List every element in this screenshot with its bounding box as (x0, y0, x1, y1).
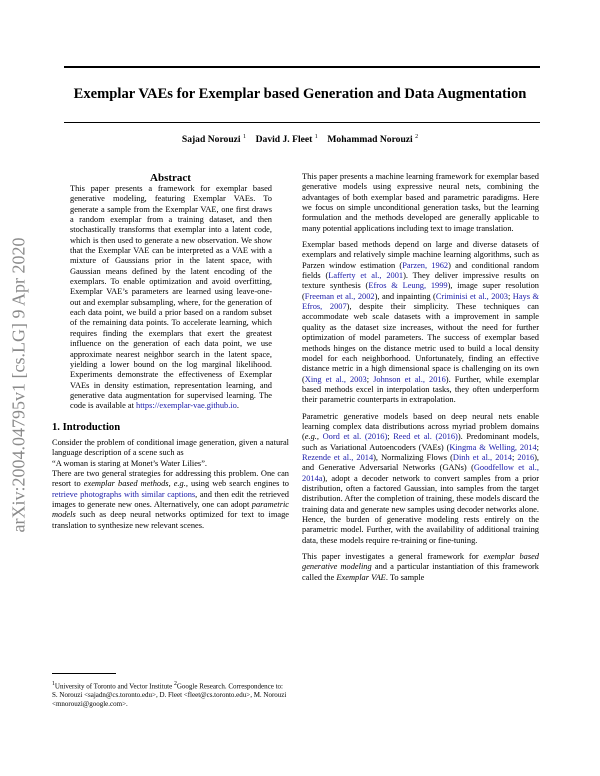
code-link[interactable]: https://exemplar-vae.github.io (136, 401, 237, 411)
text-run: . To sample (385, 572, 425, 582)
section-heading-introduction: 1. Introduction (52, 421, 121, 433)
text-run: This paper investigates a general framework for (302, 552, 484, 562)
paper-title: Exemplar VAEs for Exemplar based Generation and Data Augmentation (73, 86, 527, 102)
affiliation-mark: 1 (243, 134, 246, 140)
text-run: ) and conditional random fields ( (302, 260, 539, 281)
citation-link[interactable]: Lafferty et al., 2001 (328, 271, 404, 281)
footnote-text: University of Toronto and Vector Institute (54, 682, 174, 691)
text-run: ). They deliver impressive results on texture synthesis ( (302, 271, 539, 291)
author-name: Mohammad Norouzi (327, 134, 413, 146)
footnote (52, 680, 289, 708)
text-run: , and then edit the retrieved images to generate new ones. Alternatively, one can adopt (52, 489, 289, 509)
text-run: ), adopt a decoder network to convert samples from a prior distribution, often a factored Gaussian, into samples from the target distribution. After the completion of training, these models discard the training data and generate new samples using decoder networks alone. Hence, the burden of generative modeling rests entirely on the parametric model. Further, with the availability of additional training data, these models require re-training or fine-tuning. (302, 473, 539, 545)
left-column (52, 172, 289, 531)
text-run: ; (507, 291, 513, 301)
citation-link[interactable]: Hays & Efros, 2007 (302, 291, 540, 312)
text-run: ). Further, while exemplar based methods excel in interpolation tasks, they often underperform their parametric counterparts in extrapolation. (302, 374, 540, 405)
text-run: Exemplar based methods depend on large and diverse datasets of exemplars and relatively simple machine learning algorithms, such as Parzen window estimation ( (302, 240, 539, 270)
author-name: Sajad Norouzi (181, 134, 241, 146)
text-run: ), image super resolution ( (302, 281, 539, 301)
text-run: ), Normalizing Flows ( (373, 452, 453, 462)
text-run: such as deep neural networks optimized for text to image translation to synthesize new relevant scenes. (52, 510, 289, 530)
arxiv-stamp-text: arXiv:2004.04795v1 [cs.LG] 9 Apr 2020 (8, 237, 29, 533)
affiliation-mark: 1 (314, 134, 318, 140)
title-rule-bottom (64, 122, 540, 123)
arxiv-stamp (2, 195, 36, 575)
citation-link[interactable]: Freeman et al., 2002 (304, 291, 375, 301)
text-run: ; (366, 374, 374, 384)
citation-link[interactable]: Oord et al. (2016) (322, 432, 388, 442)
citation-link[interactable]: Parzen, 1962 (402, 260, 449, 270)
abstract-text: This paper presents a framework for exemplar based generative modeling, featuring Exemplar VAEs. To generate a sample from the Exemplar VAE, one first draws a random exemplar from a training dataset, and then stochastically transforms that exemplar into a latent code, which is then used to generate a new observation. We show that the Exemplar VAE can be interpreted as a VAE with a mixture of Gaussians prior in the latent space, with Gaussian means defined by the latent encoding of the exemplars. To enable optimization and avoid overfitting, Exemplar VAE’s parameters are learned using leave-one-out and exemplar subsampling, where, for the generation of each data point, we build a prior based on a random subset of the remaining data points. To accelerate learning, which requires finding the exemplars that exert the greatest influence on the generation of each data point, we use approximate nearest neighbor search in the latent space, yielding a lower bound on the log marginal likelihood. Experiments demonstrate the effectiveness of Exemplar VAEs in density estimation, representation learning, and generative data augmentation for supervised learning. The code is available at (70, 184, 272, 411)
text-run: and a particular instantiation of this framework called the (302, 562, 539, 582)
intro-paragraph-2 (52, 469, 289, 531)
citation-link[interactable]: Rezende et al., 2014 (302, 452, 374, 462)
right-column (302, 172, 539, 583)
text-run: ). Predominant models, such as Variational Autoencoders (VAEs) ( (302, 432, 540, 452)
footnote-text: Google Research. Correspondence to: S. Norouzi <sajadn@cs.toronto.edu>, D. Fleet <fleet@cs.toronto.edu>, M. Norouzi <mnorouzi@google.com>. (52, 682, 287, 708)
text-run: ), despite their simplicity. These techniques can accommodate web scale datasets with a improvement in sample quality as the dataset size increases, without the need for further optimization of model parameters. The success of exemplar based methods hinges on the distance metric used to build a local density model for each neighborhood. Unfortunately, finding an effective distance metric in a high dimensional space is challenging on its own ( (302, 302, 539, 384)
text-run-italic: parametric models (52, 499, 289, 520)
text-run-italic: Exemplar VAE (336, 572, 386, 582)
footnote-mark: 1 (52, 681, 55, 687)
right-paragraph-2 (302, 240, 539, 406)
author-name: David J. Fleet (255, 134, 313, 146)
right-paragraph-4 (302, 552, 539, 583)
citation-link[interactable]: Xing et al., 2003 (304, 374, 367, 384)
affiliation-mark: 2 (415, 134, 419, 140)
text-run: ), and inpainting ( (374, 291, 436, 301)
footnote-mark: 2 (173, 681, 177, 687)
citation-link[interactable]: Reed et al. (2016) (393, 432, 458, 442)
citation-link[interactable]: Dinh et al., 2014 (452, 452, 512, 462)
text-run: ; (387, 432, 394, 442)
text-run: Parametric generative models based on deep neural nets enable learning complex data distributions across myriad problem domains ( (302, 411, 539, 442)
citation-link[interactable]: Efros & Leung, 1999 (368, 281, 448, 291)
abstract-heading: Abstract (150, 172, 191, 184)
text-run: There are two general strategies for addressing this problem. One can resort to (52, 468, 289, 489)
text-run-italic: exemplar based methods (83, 479, 169, 489)
abstract-body (52, 184, 289, 412)
text-run: ; (536, 442, 539, 452)
text-run: ; (511, 452, 518, 462)
text-run-italic: e.g. (173, 479, 186, 489)
title-rule-top (64, 66, 540, 68)
author-line (40, 134, 560, 145)
intro-quote: “A woman is staring at Monet’s Water Lilies”. (52, 458, 208, 468)
right-paragraph-3 (302, 412, 539, 546)
text-run: ), and Generative Adversarial Networks (GANs) ( (302, 452, 540, 473)
abstract-end: . (236, 401, 239, 411)
text-run-italic: e.g. (304, 432, 317, 442)
citation-link[interactable]: Kingma & Welling, 2014 (449, 442, 537, 452)
text-run: , using web search engines to (185, 479, 289, 489)
text-run: , (316, 432, 323, 442)
citation-link[interactable]: 2016 (517, 452, 535, 462)
citation-link[interactable]: Goodfellow et al., 2014a (302, 463, 539, 483)
footnote-rule (52, 673, 116, 674)
citation-link[interactable]: Johnson et al., 2016 (373, 374, 446, 384)
intro-paragraph-1: Consider the problem of conditional image generation, given a natural language description of a scene such as (52, 437, 289, 458)
citation-link[interactable]: Criminisi et al., 2003 (435, 291, 508, 301)
retrieve-photos-link[interactable]: retrieve photographs with similar captions (52, 489, 196, 499)
text-run: , (168, 479, 174, 489)
text-run-italic: exemplar based generative modeling (302, 552, 539, 572)
right-paragraph-1: This paper presents a machine learning framework for exemplar based generative models using expressive neural nets, combining the advantages of both exemplar based and parametric paradigms. Here we focus on simple unconditional generation tasks, but the learning formulation and the methods developed are generally applicable to many potential applications including text to image translation. (302, 172, 539, 233)
